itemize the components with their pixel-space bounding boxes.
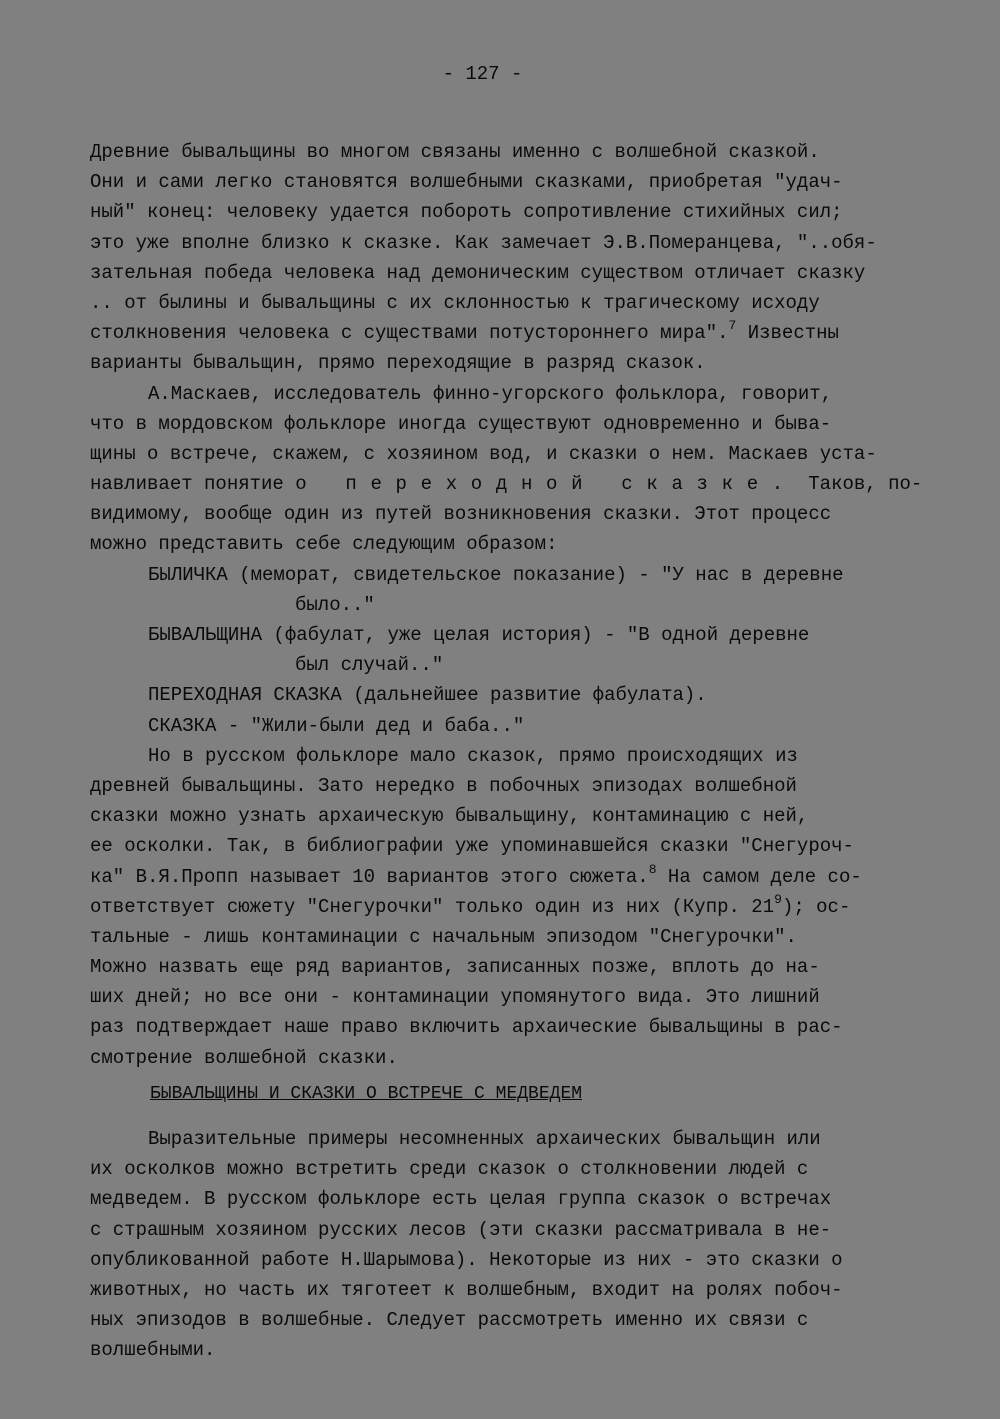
text-span: ); ос-	[781, 895, 851, 918]
text-line	[90, 469, 930, 499]
list-item-continuation: было.."	[295, 593, 375, 616]
text-line: Можно назвать еще ряд вариантов, записанных позже, вплоть до на-	[90, 956, 820, 979]
text-line: ный" конец: человеку удается побороть сопротивление стихийных сил;	[90, 201, 843, 224]
text-line	[90, 862, 930, 892]
text-line: Древние бывальщины во многом связаны именно с волшебной сказкой.	[90, 141, 820, 163]
page-number: - 127 -	[442, 63, 523, 85]
text-line	[90, 318, 930, 348]
text-line: ее осколки. Так, в библиографии уже упоминавшейся сказки "Снегуроч-	[90, 835, 854, 858]
text-line: ных эпизодов в волшебные. Следует рассмотреть именно их связи с	[90, 1309, 809, 1332]
text-line: древней бывальщины. Зато нередко в побочных эпизодах волшебной	[90, 774, 797, 797]
text-span: навливает понятие	[90, 473, 296, 496]
text-span: Известны	[736, 322, 839, 345]
footnote-ref-9: 9	[774, 891, 782, 907]
text-line: животных, но часть их тяготеет к волшебным, входит на ролях побоч-	[90, 1278, 843, 1301]
text-line: ших дней; но все они - контаминации упомянутого вида. Это лишний	[90, 986, 820, 1009]
section-heading: БЫВАЛЬЩИНЫ И СКАЗКИ О ВСТРЕЧЕ С МЕДВЕДЕМ	[150, 1084, 583, 1104]
text-line: А.Маскаев, исследователь финно-угорского фольклора, говорит,	[148, 382, 833, 405]
text-line: волшебными.	[90, 1339, 216, 1362]
text-line: варианты бывальщин, прямо переходящие в разряд сказок.	[90, 352, 706, 375]
text-line: смотрение волшебной сказки.	[90, 1046, 398, 1069]
text-line: что в мордовском фольклоре иногда существуют одновременно и быва-	[90, 412, 832, 435]
list-item: СКАЗКА - "Жили-были дед и баба.."	[148, 714, 525, 737]
text-line: зательная победа человека над демоническим существом отличает сказку	[90, 261, 866, 284]
footnote-ref-8: 8	[648, 861, 657, 877]
text-span: столкновения человека с существами потустороннего мира".	[90, 322, 729, 345]
text-line	[90, 892, 930, 922]
text-span: ответствует сюжету "Снегурочки" только один из них (Купр. 21	[90, 895, 775, 918]
text-line: раз подтверждает наше право включить архаические бывальщины в рас-	[90, 1016, 843, 1039]
text-line: тальные - лишь контаминации с начальным эпизодом "Снегурочки".	[90, 925, 797, 948]
text-line: .. от былины и бывальщины с их склонностью к трагическому исходу	[90, 291, 820, 314]
text-line: можно представить себе следующим образом:	[90, 533, 558, 556]
text-line: их осколков можно встретить среди сказок о столкновении людей с	[90, 1158, 809, 1181]
text-line: это уже вполне близко к сказке. Как замечает Э.В.Померанцева, "..обя-	[90, 231, 877, 254]
body-text	[90, 137, 930, 1073]
list-item: ПЕРЕХОДНАЯ СКАЗКА (дальнейшее развитие фабулата).	[148, 684, 707, 707]
text-span: Таков, по-	[796, 473, 923, 496]
text-line: видимому, вообще один из путей возникновения сказки. Этот процесс	[90, 503, 832, 526]
list-item: БЫВАЛЬЩИНА (фабулат, уже целая история) - "В одной деревне	[148, 624, 810, 646]
spaced-term: о переходной сказке.	[295, 473, 797, 496]
text-line: медведем. В русском фольклоре есть целая группа сказок о встречах	[90, 1188, 832, 1211]
text-line: Выразительные примеры несомненных архаических бывальщин или	[148, 1128, 821, 1150]
text-line: с страшным хозяином русских лесов (эти сказки рассматривала в не-	[90, 1218, 832, 1241]
list-item: БЫЛИЧКА (меморат, свидетельское показание) - "У нас в деревне	[148, 563, 844, 586]
text-span: На самом деле со-	[656, 865, 862, 888]
body-text	[90, 1124, 930, 1366]
footnote-ref-7: 7	[728, 318, 737, 334]
text-line: щины о встрече, скажем, с хозяином вод, и сказки о нем. Маскаев уста-	[90, 442, 877, 465]
text-line: сказки можно узнать архаическую бывальщину, контаминацию с ней,	[90, 805, 809, 828]
text-span: ка" В.Я.Пропп называет 10 вариантов этого сюжета.	[90, 865, 649, 888]
text-line: опубликованной работе Н.Шарымова). Некоторые из них - это сказки о	[90, 1248, 843, 1271]
list-item-continuation: был случай.."	[295, 654, 444, 677]
text-line: Они и сами легко становятся волшебными сказками, приобретая "удач-	[90, 171, 843, 194]
text-line: Но в русском фольклоре мало сказок, прямо происходящих из	[148, 744, 798, 767]
